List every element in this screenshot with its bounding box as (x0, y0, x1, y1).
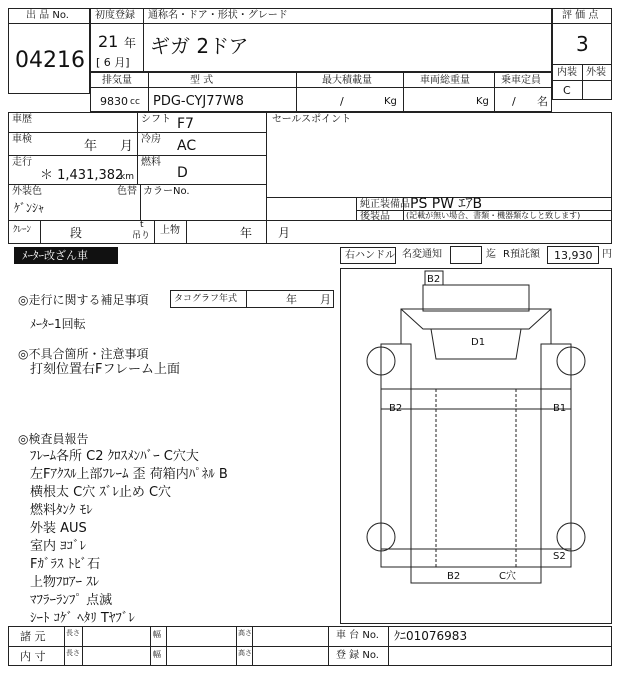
specs-width-label: 幅 (153, 630, 161, 639)
inspector-item: 室内 ﾖｺﾞﾚ (30, 539, 87, 554)
defect-item: 打刻位置右Fフレーム上面 (30, 362, 180, 377)
dims-height-label: 高さ (238, 649, 252, 657)
mileage-unit: km (120, 172, 134, 182)
inspection-year: 年 (84, 139, 98, 154)
capacity-label: 乗車定員 (501, 75, 541, 86)
inspector-item: ﾌﾚｰﾑ各所 C2 ｸﾛｽﾒﾝﾊﾞｰ C穴大 (30, 449, 199, 464)
recycle-value-box: 13,930 (547, 246, 599, 264)
specs-row-label: 諸 元 (20, 630, 46, 643)
inspector-heading: ◎検査員報告 (18, 432, 89, 446)
inspector-item: ｼｰﾄ ｺｹﾞ ﾍﾀﾘ Tﾔﾌﾞﾚ (30, 611, 135, 626)
inspector-item: 外装 AUS (30, 521, 87, 536)
mileage-label: 走行 (12, 157, 32, 168)
model-name-label: 通称名・ドア・形状・グレード (148, 10, 288, 21)
max-load-label: 最大積載量 (322, 75, 372, 86)
meter-note: ﾒｰﾀｰ1回転 (30, 317, 86, 331)
first-reg-year: 21 (98, 32, 119, 51)
year-unit: 年 (124, 36, 137, 50)
max-load-value: / (340, 95, 344, 108)
right-hand-badge: 右ハンドル (340, 247, 396, 264)
shift-label: シフト (141, 114, 171, 125)
rear-panel (411, 567, 541, 583)
recycle-label: R預託額 (503, 249, 540, 260)
aftermarket-label: 後装品 (360, 211, 390, 222)
first-reg-month: [ 6 月] (96, 56, 130, 69)
lot-number: 04216 (15, 48, 85, 73)
dims-width-label: 幅 (153, 650, 161, 659)
sales-point-label: セールスポイント (272, 114, 352, 125)
tachograph-month: 月 (320, 293, 331, 306)
damage-diagram (340, 268, 612, 624)
inspector-item: 横根太 C穴 ｽﾞﾚ止め C穴 (30, 485, 172, 500)
inspector-item: 燃料ﾀﾝｸ ﾓﾚ (30, 503, 93, 518)
inspector-item: ﾏﾌﾗｰﾗﾝﾌﾟ 点滅 (30, 593, 113, 608)
color-code-label: カラーNo. (143, 186, 190, 197)
tachograph-label: タコグラフ年式 (174, 294, 238, 304)
crane-stage: 段 (70, 226, 83, 240)
displacement-unit: cc (130, 97, 140, 107)
color-change-label: 色替 (117, 186, 137, 197)
reg-label: 登 録 No. (336, 650, 379, 661)
upper-year: 年 (240, 226, 253, 240)
damage-mark: S2 (553, 551, 566, 562)
dims-length-label: 長さ (66, 649, 80, 657)
inspector-item: Fｶﾞﾗｽ ﾄﾋﾞ石 (30, 557, 101, 572)
fuel-value: D (177, 165, 188, 181)
bed-outline (381, 389, 571, 567)
capacity-value: / (512, 95, 516, 108)
inspector-item: 上物ﾌﾛｱｰ ｽﾚ (30, 575, 100, 590)
dims-row-label: 内 寸 (20, 650, 46, 663)
aftermarket-note: (記載が無い場合、書類・機器類なしと致します) (406, 211, 581, 220)
specs-height-label: 高さ (238, 629, 252, 637)
specs-length-label: 長さ (66, 629, 80, 637)
deposit-label: 迄 (486, 249, 496, 260)
type-value: PDG-CYJ77W8 (153, 94, 244, 109)
chassis-value: ｸﾆ01076983 (394, 629, 468, 643)
inspection-month: 月 (120, 139, 134, 154)
tachograph-year: 年 (286, 293, 297, 306)
displacement-label: 排気量 (102, 75, 132, 86)
ac-label: 冷房 (141, 134, 161, 145)
history-label: 車歴 (12, 114, 32, 125)
exterior-label: 外装 (586, 67, 606, 78)
gross-weight-unit: Kg (476, 96, 489, 107)
upper-label: 上物 (160, 225, 180, 236)
interior-label: 内装 (557, 67, 577, 78)
interior-value: C (563, 84, 571, 97)
standard-equip-value: PS PW ｴｱB (410, 196, 483, 212)
cab-outline (381, 309, 571, 389)
recycle-unit: 円 (602, 249, 612, 260)
mileage-value: ＊ 1,431,382 (40, 168, 124, 183)
crane-label: ｸﾚｰﾝ (13, 225, 32, 235)
crane-ton: t (140, 220, 144, 230)
model-name: ギガ 2ドア (150, 34, 249, 58)
meter-tampered-badge: ﾒｰﾀｰ改ざん車 (14, 247, 118, 264)
displacement-value: 9830 (100, 95, 128, 108)
lot-label: 出 品 No. (26, 10, 69, 21)
inspection-label: 車検 (12, 134, 32, 145)
crane-hoist: 吊り (132, 231, 151, 241)
standard-equip-label: 純正装備品 (360, 199, 410, 210)
damage-mark: B2 (447, 571, 461, 582)
first-reg-label: 初度登録 (95, 10, 135, 21)
max-load-unit: Kg (384, 96, 397, 107)
type-label: 型 式 (190, 75, 214, 86)
name-change-label: 名変通知 (402, 249, 442, 260)
name-change-box (450, 246, 482, 264)
grade-label: 評 価 点 (562, 10, 599, 21)
defect-heading: ◎不具合箇所・注意事項 (18, 347, 149, 361)
shift-value: F7 (177, 116, 194, 132)
damage-mark: C穴 (499, 571, 516, 582)
damage-mark: B2 (389, 403, 403, 414)
color-value: ｹﾞﾝｼｬ (14, 201, 45, 215)
damage-mark: B1 (553, 403, 567, 414)
supplement-heading: ◎走行に関する補足事項 (18, 293, 149, 307)
inspector-item: 左Fｱｸｽﾙ上部ﾌﾚｰﾑ 歪 荷箱内ﾊﾟﾈﾙ B (30, 467, 228, 482)
fuel-label: 燃料 (141, 157, 161, 168)
crane-row (8, 220, 612, 244)
damage-mark: D1 (471, 337, 486, 348)
capacity-unit: 名 (537, 95, 548, 108)
windshield-top (401, 309, 551, 329)
chassis-label: 車 台 No. (336, 630, 379, 641)
ac-value: AC (177, 138, 197, 154)
grade-value: 3 (576, 32, 589, 56)
roof-outline (423, 285, 529, 311)
gross-weight-label: 車両総重量 (420, 75, 470, 86)
upper-month: 月 (278, 226, 291, 240)
color-label: 外装色 (12, 186, 42, 197)
damage-mark: B2 (427, 274, 441, 285)
